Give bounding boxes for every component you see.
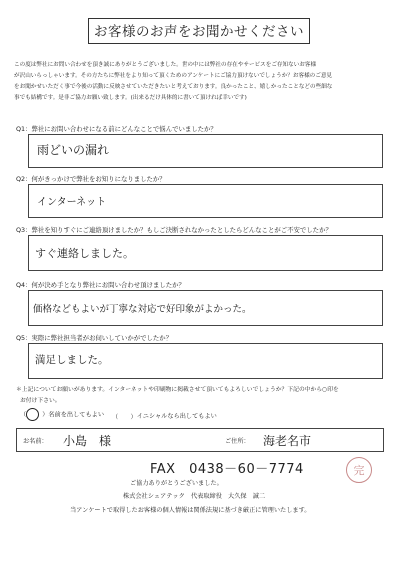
consent-option-2[interactable]	[112, 411, 217, 421]
question-2-label: Q2：何がきっかけで弊社をお知りになりましたか？	[16, 175, 166, 183]
name-value[interactable]: 小島 様	[63, 434, 112, 448]
question-1-label: Q1：弊社にお問い合わせになる前にどんなことで悩んでいましたか？	[16, 125, 217, 133]
address-value[interactable]: 海老名市	[263, 434, 312, 448]
privacy-text: 当アンケートで取得したお客様の個人情報は関係法規に基づき厳正に管理いたします。	[70, 507, 311, 514]
intro-text	[14, 60, 388, 104]
circle-mark-icon	[26, 408, 39, 421]
answer-5-box[interactable]	[28, 343, 383, 379]
answer-3-box[interactable]	[28, 235, 383, 271]
consent-note: ＊上記についてお願いがあります。インターネットや印刷物に掲載させて頂いてもよろしいでしょうか？下記の中から○印を	[16, 387, 339, 393]
question-4-label: Q4：何が決め手となり弊社にお問い合わせ頂けましたか？	[16, 281, 185, 289]
answer-2-box[interactable]	[28, 184, 383, 218]
thanks-text: ご協力ありがとうございました。	[130, 480, 223, 487]
intro-line: が沢山いらっしゃいます。その方たちに弊社をより知って頂くためのアンケートにご協力頂けないでしょうか？お客様のご意見	[14, 73, 333, 79]
option-1-checkbox[interactable]: （ ）	[20, 408, 48, 421]
intro-line: をお聞かせいただく事で今後の活動に反映させていただきたいと考えております。良かったこと、嬉しかったことなどの些細な	[14, 84, 333, 90]
address-label: ご住所：	[225, 438, 250, 445]
answer-4-text: 価格などもよいが丁寧な対応で好印象がよかった。	[33, 304, 252, 315]
company-text: 株式会社シェアテック 代表取締役 大久保 誠二	[123, 493, 266, 500]
page-title: お客様のお声をお聞かせください	[88, 18, 310, 44]
answer-1-box[interactable]	[28, 134, 383, 168]
consent-note-2: お付け下さい。	[20, 398, 61, 404]
question-3-label: Q3：弊社を知りすぐにご連絡頂けましたか？もしご決断されなかったとしたらどんなことがご不安でしたか？	[16, 226, 332, 234]
intro-line: 事でも結構です。是非ご協力お願い致します。(出来るだけ具体的に書いて頂ければ幸いです)	[14, 95, 247, 101]
answer-2-text: インターネット	[37, 197, 107, 208]
answer-1-text: 雨どいの漏れ	[37, 143, 110, 157]
answer-3-text: すぐ連絡しました。	[35, 247, 134, 260]
option-2-label: イニシャルなら出してもよい	[136, 413, 217, 420]
answer-4-box[interactable]	[28, 290, 383, 326]
option-1-label: 名前を出してもよい	[48, 411, 105, 419]
question-5-label: Q5：実際に弊社担当者がお伺いしていかがでしたか？	[16, 334, 173, 342]
intro-line: この度は弊社にお問い合わせを頂き誠にありがとうございました。世の中には弊社の存在やサービスをご存知ないお客様	[14, 62, 317, 68]
fax-number: FAX 0438－60－7774	[150, 462, 304, 477]
option-2-checkbox[interactable]: （ ）	[112, 413, 137, 421]
stamp-seal: 完	[346, 457, 372, 483]
name-label: お名前：	[23, 438, 48, 445]
answer-5-text: 満足しました。	[35, 354, 109, 366]
customer-info-box	[16, 428, 384, 452]
consent-option-1[interactable]	[20, 408, 104, 421]
